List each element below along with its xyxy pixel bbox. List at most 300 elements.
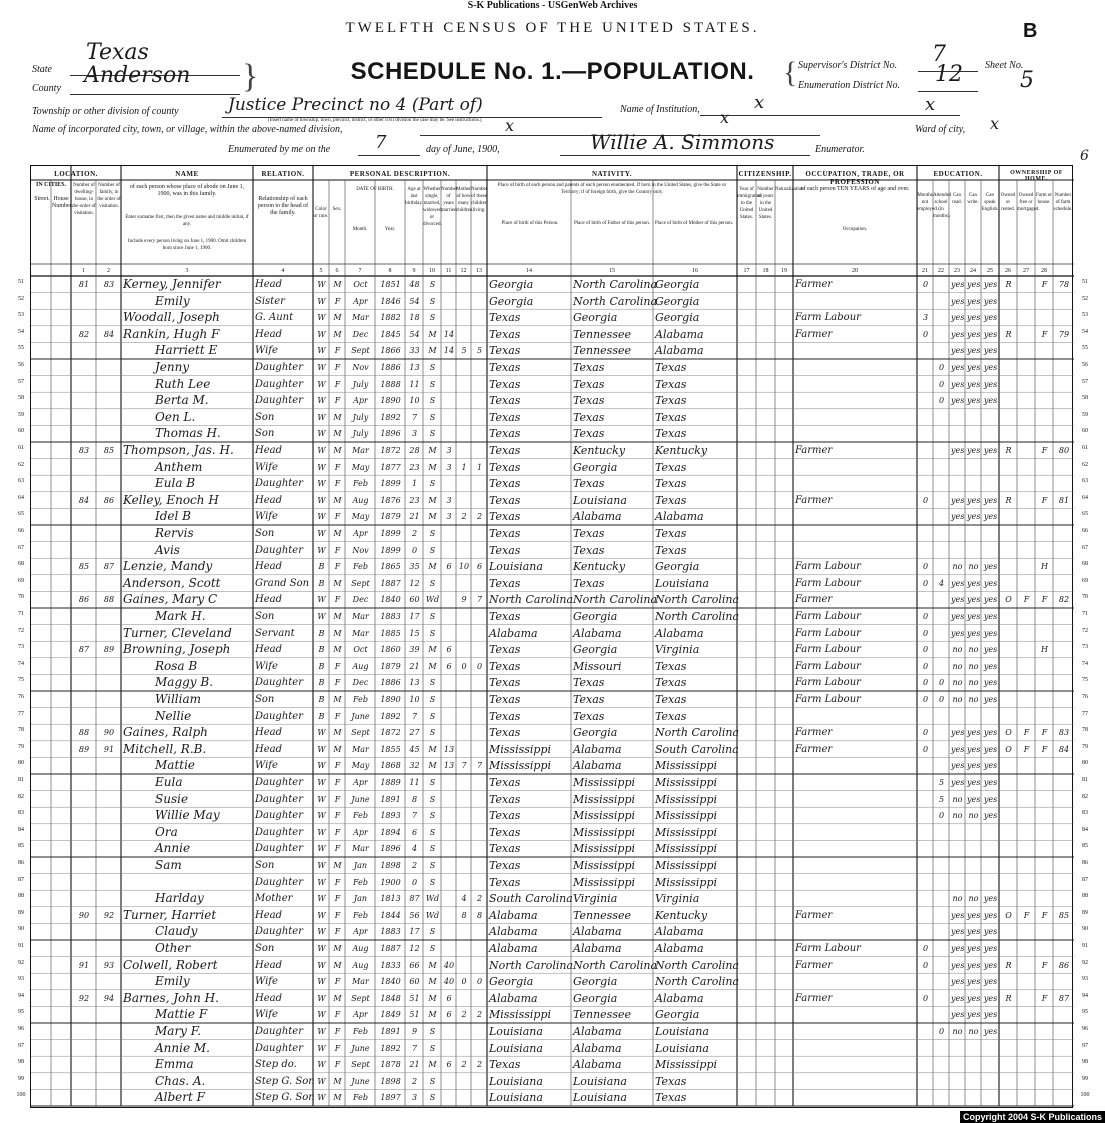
cell-farm: F — [1041, 595, 1048, 605]
cell-fam: 94 — [103, 993, 115, 1003]
cell-pom: Kentucky — [655, 908, 708, 922]
cell-own: R — [1005, 495, 1012, 505]
cell-pom: Texas — [655, 1074, 687, 1088]
cell-name: Anthem — [155, 459, 203, 474]
cell-age: 51 — [409, 1010, 420, 1020]
cell-mar: S — [429, 412, 436, 422]
cell-ym: 3 — [446, 462, 452, 472]
cell-mar: M — [428, 761, 437, 771]
cell-read: yes — [951, 977, 965, 987]
cell-eng: yes — [983, 927, 998, 937]
cell-rel: Daughter — [255, 826, 303, 838]
cell-year: 1899 — [380, 479, 401, 489]
cell-fs: 83 — [1058, 728, 1070, 738]
cell-mar: M — [428, 1060, 437, 1070]
cell-write: yes — [967, 363, 981, 372]
col-color: Color or race. — [313, 207, 329, 219]
line-number: 71 — [1082, 611, 1088, 617]
cell-write: yes — [967, 313, 981, 323]
cell-mo: 2 — [461, 512, 467, 522]
cell-eng: yes — [983, 1027, 998, 1036]
city-mark: x — [720, 108, 730, 127]
cell-occ: Farmer — [795, 494, 833, 506]
cell-rel: Son — [255, 528, 275, 539]
cell-sex: F — [334, 479, 341, 489]
cell-month: July — [352, 429, 369, 439]
cell-rel: Head — [255, 992, 283, 1004]
cell-pof: Texas — [573, 527, 605, 540]
col-free: Owned free or mortgaged. — [1017, 193, 1040, 212]
cell-rel: Sister — [255, 295, 285, 307]
cell-year: 1876 — [380, 495, 401, 505]
cell-sex: F — [334, 1060, 341, 1070]
cell-color: W — [317, 877, 326, 887]
line-number-left: 98 — [18, 1059, 24, 1066]
cell-age: 11 — [409, 379, 420, 389]
line-number: 73 — [1082, 644, 1088, 651]
column-number: 4 — [281, 268, 285, 274]
cell-pob: Texas — [489, 327, 521, 341]
cell-pob: Louisiana — [489, 1074, 543, 1088]
cell-occ: Farmer — [795, 909, 833, 921]
cell-mar: M — [428, 346, 437, 356]
column-number: 23 — [954, 268, 960, 274]
cell-sex: F — [334, 894, 341, 904]
cell-color: W — [317, 1093, 326, 1103]
cell-rel: Head — [255, 909, 283, 921]
cell-name: Eula — [155, 775, 183, 789]
cell-age: 10 — [409, 396, 420, 406]
col-nativity-desc: Place of birth of each person and parents of each person enumerated. If born in the United States, give the State or Territory; if of foreign birth, give the Country only. — [497, 183, 727, 195]
cell-rel: Head — [255, 743, 283, 755]
cell-month: Dec — [352, 678, 369, 688]
cell-age: 11 — [409, 778, 420, 787]
cell-name: Avis — [155, 542, 180, 557]
cell-pof: Georgia — [573, 311, 618, 325]
cell-color: W — [317, 462, 326, 472]
line-number-left: 61 — [18, 445, 24, 451]
cell-eng: yes — [983, 512, 998, 522]
cell-year: 1882 — [380, 313, 401, 323]
cell-write: no — [968, 661, 979, 671]
cell-pof: Louisiana — [573, 1074, 627, 1088]
cell-pob: Texas — [489, 543, 521, 557]
cell-month: Feb — [353, 695, 368, 704]
cell-read: no — [952, 1027, 963, 1036]
cell-age: 0 — [411, 545, 418, 555]
enumerated-label: Enumerated by me on the — [228, 144, 331, 155]
cell-mar: M — [428, 446, 437, 455]
cell-read: no — [952, 678, 963, 688]
cell-fam: 88 — [103, 595, 115, 605]
cell-age: 7 — [411, 711, 418, 721]
line-number: 85 — [1082, 843, 1088, 850]
cell-eng: yes — [983, 894, 998, 904]
line-number: 51 — [1082, 279, 1088, 285]
cell-read: yes — [951, 329, 965, 339]
cell-pob: Texas — [489, 493, 521, 507]
cell-year: 1889 — [380, 778, 401, 787]
cell-month: Feb — [353, 811, 368, 821]
cell-pob: Texas — [489, 776, 521, 789]
line-number-left: 68 — [18, 561, 24, 568]
cell-eng: yes — [983, 363, 998, 372]
institution-label: Name of Institution, — [620, 104, 700, 115]
cell-month: Feb — [353, 1093, 368, 1103]
cell-month: Nov — [352, 545, 369, 555]
cell-pob: Georgia — [489, 975, 534, 989]
col-age: Age at last birthday. — [405, 187, 423, 206]
cell-pof: Alabama — [573, 742, 622, 756]
cell-farm: H — [1041, 562, 1048, 572]
cell-farm: F — [1041, 960, 1048, 970]
column-number: 17 — [743, 268, 750, 274]
cell-dw: 85 — [78, 562, 90, 572]
cell-age: 9 — [411, 1027, 418, 1036]
cell-year: 1886 — [380, 678, 401, 688]
cell-year: 1845 — [380, 329, 401, 339]
cell-mar: S — [429, 1027, 436, 1036]
cell-name: Rosa B — [155, 658, 198, 673]
cell-rel: Head — [255, 494, 283, 506]
cell-pom: Louisiana — [655, 576, 709, 590]
institution-line — [700, 114, 960, 116]
cell-rel: Wife — [255, 345, 278, 357]
cell-pom: Mississippi — [655, 809, 717, 823]
cell-mo: 8 — [461, 910, 467, 920]
cell-color: W — [317, 280, 326, 289]
cell-name: Mark H. — [155, 609, 206, 623]
cell-sex: F — [334, 661, 341, 671]
cell-pob: Texas — [489, 460, 521, 474]
column-number: 21 — [922, 268, 928, 274]
line-number-left: 72 — [18, 627, 24, 634]
cell-read: yes — [951, 595, 965, 605]
cell-write: yes — [967, 927, 981, 937]
cell-sex: F — [334, 462, 341, 472]
day-value: 7 — [375, 132, 387, 153]
census-title: TWELFTH CENSUS OF THE UNITED STATES. — [345, 20, 760, 36]
col-years-married: Number of years married. — [441, 187, 458, 213]
cell-rel: G. Aunt — [255, 312, 294, 324]
cell-write: yes — [967, 396, 981, 406]
col-dwelling: Number of dwelling-house, in the order of visitation. — [72, 183, 96, 216]
col-name-desc: of each person whose place of abode on June 1, 1900, was in this family. — [129, 184, 245, 197]
cell-rel: Son — [255, 428, 275, 440]
cell-age: 45 — [409, 744, 420, 754]
cell-mar: S — [429, 578, 436, 588]
cell-pom: Georgia — [655, 560, 700, 574]
cell-rel: Head — [255, 445, 283, 456]
line-number: 94 — [1082, 992, 1088, 999]
cell-write: yes — [967, 728, 981, 738]
cell-eng: yes — [983, 346, 998, 356]
col-english: Can speak English. — [981, 193, 999, 212]
township-label: Township or other division of county — [32, 106, 179, 117]
cell-sch: 4 — [938, 578, 945, 588]
cell-read: yes — [951, 612, 965, 621]
cell-mar: S — [429, 628, 436, 638]
cell-pob: Alabama — [489, 942, 538, 955]
cell-year: 1860 — [380, 645, 401, 655]
cell-color: W — [317, 927, 326, 937]
cell-rel: Daughter — [255, 677, 303, 689]
cell-write: yes — [967, 944, 981, 953]
cell-liv: 2 — [476, 1060, 483, 1070]
cell-ym: 13 — [443, 744, 455, 754]
cell-age: 1 — [411, 479, 418, 489]
cell-pof: Tennessee — [573, 908, 631, 922]
cell-rel: Son — [255, 860, 275, 871]
cell-pom: Georgia — [655, 1008, 700, 1022]
cell-occ: Farm Labour — [795, 312, 861, 324]
cell-fs: 86 — [1058, 960, 1070, 970]
cell-color: W — [317, 495, 326, 505]
cell-rel: Wife — [255, 1009, 278, 1021]
column-number: 12 — [460, 268, 467, 274]
cell-pob: Alabama — [489, 991, 538, 1005]
line-number: 93 — [1082, 976, 1088, 983]
line-number-left: 94 — [18, 992, 24, 999]
cell-pom: Texas — [655, 709, 687, 723]
cell-rel: Step G. Son — [255, 1075, 315, 1087]
line-number-left: 86 — [18, 860, 24, 866]
cell-sex: F — [334, 761, 341, 771]
line-number-left: 62 — [18, 461, 24, 468]
line-number: 89 — [1082, 909, 1088, 916]
line-number: 96 — [1082, 1026, 1088, 1032]
cell-name: Idel B — [155, 509, 191, 524]
county-label: County — [32, 83, 61, 94]
cell-mar: S — [429, 479, 436, 489]
cell-eng: yes — [983, 645, 998, 655]
col-living: Number of these children living. — [471, 187, 488, 213]
line-number: 82 — [1082, 793, 1088, 800]
cell-sex: F — [334, 1010, 341, 1020]
cell-ym: 40 — [443, 960, 455, 970]
cell-pof: North Carolina — [573, 958, 658, 972]
cell-mo: 9 — [461, 595, 467, 605]
cell-rel: Daughter — [255, 876, 303, 888]
cell-pof: North Carolina — [573, 278, 658, 291]
line-number-left: 97 — [18, 1042, 24, 1049]
col-occ-desc: of each person TEN YEARS of age and over. — [800, 186, 910, 192]
cell-year: 1846 — [380, 296, 401, 306]
line-number: 74 — [1082, 660, 1088, 667]
cell-occ: Farm Labour — [795, 577, 861, 589]
col-read: Can read. — [952, 193, 962, 205]
cell-age: 17 — [409, 927, 420, 937]
cell-read: no — [952, 894, 963, 904]
cell-rel: Daughter — [255, 810, 303, 822]
cell-mar: S — [429, 529, 436, 538]
cell-pof: Georgia — [573, 991, 618, 1005]
cell-year: 1833 — [380, 960, 401, 970]
cell-mar: S — [429, 313, 436, 323]
cell-month: Apr — [353, 1010, 368, 1020]
cell-age: 66 — [409, 960, 420, 970]
cell-color: B — [318, 628, 325, 638]
cell-liv: 6 — [476, 562, 483, 572]
cell-pof: Alabama — [573, 1041, 622, 1055]
cell-sex: M — [333, 993, 342, 1003]
line-number: 61 — [1082, 445, 1088, 451]
cell-rel: Daughter — [255, 777, 303, 788]
line-number-left: 74 — [18, 660, 24, 667]
cell-mar: S — [429, 927, 436, 937]
cell-pof: Missouri — [573, 659, 622, 673]
cell-sex: M — [333, 313, 342, 323]
line-number-left: 92 — [18, 959, 24, 966]
cell-read: no — [952, 695, 963, 704]
cell-year: 1848 — [380, 993, 401, 1003]
cell-pom: Alabama — [655, 510, 704, 524]
cell-mar: S — [429, 612, 436, 621]
cell-sex: F — [334, 296, 341, 306]
line-number: 79 — [1082, 743, 1088, 750]
cell-pob: Texas — [489, 726, 521, 740]
cell-pom: Louisiana — [655, 1025, 709, 1038]
cell-rel: Daughter — [255, 1042, 303, 1054]
line-number-left: 56 — [18, 362, 24, 368]
cell-mne: 0 — [922, 280, 929, 289]
cell-farm: F — [1041, 910, 1048, 920]
group-relation: RELATION. — [261, 170, 305, 178]
cell-month: Sept — [351, 993, 370, 1003]
cell-pom: Texas — [655, 361, 687, 374]
cell-read: yes — [951, 363, 965, 372]
line-number-left: 81 — [18, 777, 24, 783]
cell-pob: Texas — [489, 709, 521, 723]
cell-month: Mar — [352, 977, 369, 987]
cell-year: 1892 — [380, 412, 401, 422]
cell-month: Mar — [352, 313, 369, 323]
col-naturalization: Naturalization. — [775, 187, 805, 192]
cell-rel: Son — [255, 611, 275, 622]
cell-year: 1900 — [380, 877, 401, 887]
cell-color: W — [317, 363, 326, 372]
col-years-us: Number of years in the United States. — [757, 187, 774, 220]
line-number: 98 — [1082, 1059, 1088, 1066]
cell-pom: Texas — [655, 543, 687, 557]
cell-fam: 90 — [103, 728, 115, 738]
township-value: Justice Precinct no 4 (Part of) — [228, 95, 483, 115]
cell-sex: M — [333, 280, 342, 289]
cell-pof: Georgia — [573, 975, 618, 989]
cell-read: yes — [951, 993, 965, 1003]
cell-mo: 5 — [461, 346, 467, 356]
cell-ym: 14 — [443, 329, 455, 339]
cell-mo: 7 — [461, 761, 467, 771]
cell-mar: S — [429, 695, 436, 704]
cell-name: Lenzie, Mandy — [123, 559, 213, 574]
cell-year: 1851 — [380, 280, 401, 289]
cell-mne: 0 — [922, 728, 929, 738]
cell-pom: Texas — [655, 527, 687, 540]
cell-month: Apr — [353, 296, 368, 306]
city-value-2: x — [925, 94, 936, 115]
cell-pob: Texas — [489, 859, 521, 872]
cell-month: Feb — [353, 910, 368, 920]
line-number: 91 — [1082, 943, 1088, 949]
cell-occ: Farm Labour — [795, 660, 861, 672]
cell-sex: M — [333, 446, 342, 455]
cell-name: Rankin, Hugh F — [123, 326, 220, 341]
cell-eng: yes — [983, 280, 998, 289]
cell-pom: North Carolina — [655, 726, 740, 740]
cell-sex: M — [333, 628, 342, 638]
cell-month: Feb — [353, 877, 368, 887]
cell-pof: Mississippi — [573, 825, 635, 839]
cell-name: Claudy — [155, 924, 198, 939]
state-value: Texas — [86, 40, 149, 65]
cell-year: 1865 — [380, 562, 401, 572]
cell-pof: Texas — [573, 676, 605, 690]
cell-mar: M — [428, 495, 437, 505]
cell-pom: Texas — [655, 477, 687, 491]
cell-year: 1896 — [380, 844, 401, 854]
cell-pof: Georgia — [573, 726, 618, 740]
line-number: 56 — [1082, 362, 1088, 368]
cell-color: W — [317, 346, 326, 356]
cell-pom: Georgia — [655, 278, 700, 291]
cell-year: 1879 — [380, 512, 401, 522]
cell-occ: Farm Labour — [795, 694, 861, 705]
cell-free: F — [1023, 910, 1030, 920]
cell-read: yes — [951, 728, 965, 738]
cell-occ: Farm Labour — [795, 943, 861, 954]
col-farm: Farm or house. — [1036, 193, 1052, 205]
cell-mar: M — [428, 977, 437, 987]
cell-mar: M — [428, 1010, 437, 1020]
cell-month: May — [351, 512, 370, 522]
cell-rel: Daughter — [255, 362, 303, 373]
ward-label: Ward of city, — [915, 124, 966, 135]
cell-rel: Grand Son — [255, 577, 310, 589]
cell-name: Turner, Cleveland — [123, 625, 232, 640]
cell-color: B — [318, 562, 325, 572]
line-number: 92 — [1082, 959, 1088, 966]
cell-read: yes — [951, 628, 965, 638]
cell-year: 1883 — [380, 612, 401, 621]
cell-age: 32 — [409, 761, 420, 771]
cell-rel: Head — [255, 561, 283, 573]
cell-month: Dec — [352, 329, 369, 339]
cell-pom: Texas — [655, 460, 687, 474]
col-birth-mother: Place of birth of Mother of this person. — [654, 221, 734, 226]
cell-sex: F — [334, 1027, 341, 1036]
cell-pob: Texas — [489, 344, 521, 358]
cell-year: 1892 — [380, 711, 401, 721]
line-number-left: 93 — [18, 976, 24, 983]
cell-name: Woodall, Joseph — [123, 310, 220, 325]
cell-mar: S — [429, 280, 436, 289]
cell-name: Turner, Harriet — [123, 907, 217, 922]
line-number-left: 67 — [18, 544, 24, 551]
cell-name: Gaines, Mary C — [123, 592, 218, 607]
cell-write: no — [968, 894, 979, 904]
line-number-left: 66 — [18, 528, 24, 534]
cell-name: Colwell, Robert — [123, 957, 218, 972]
cell-sex: F — [334, 1043, 341, 1053]
cell-rel: Head — [255, 644, 283, 656]
cell-name: Emily — [155, 974, 190, 989]
cell-mne: 0 — [922, 695, 929, 704]
cell-pof: Texas — [573, 361, 605, 374]
cell-year: 1872 — [380, 446, 401, 455]
cell-occ: Farm Labour — [795, 677, 861, 689]
cell-pom: Texas — [655, 693, 687, 706]
